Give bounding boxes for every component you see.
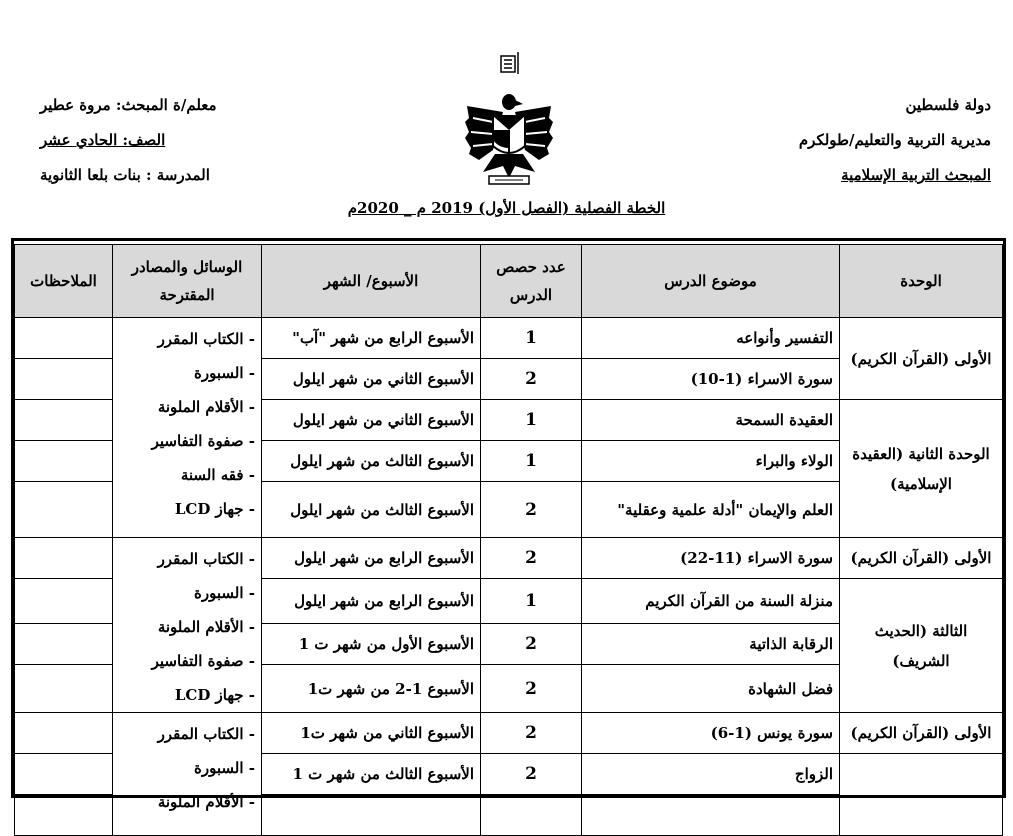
week-cell: الأسبوع الرابع من شهر "آب" xyxy=(262,318,481,359)
week-cell: الأسبوع الأول من شهر ت 1 xyxy=(262,624,481,665)
means-item: - السبورة xyxy=(194,584,255,602)
topic-cell: فضل الشهادة xyxy=(582,665,840,713)
column-header-means: الوسائل والمصادر المقترحة xyxy=(113,245,262,318)
notes-cell xyxy=(15,713,113,754)
count-cell: 1 xyxy=(481,579,582,624)
week-cell: الأسبوع الثالث من شهر ت 1 xyxy=(262,754,481,795)
topic-cell: الولاء والبراء xyxy=(582,441,840,482)
means-item: - صفوة التفاسير xyxy=(151,652,255,670)
count-cell: 1 xyxy=(481,318,582,359)
notes-cell xyxy=(15,665,113,713)
plan-title: الخطة الفصلية (الفصل الأول) 2019 م _ 2020م xyxy=(347,199,666,217)
notes-cell xyxy=(15,482,113,538)
school-name: المدرسة : بنات بلعا الثانوية xyxy=(40,166,210,184)
means-item: - الأقلام الملونة xyxy=(157,398,255,416)
count-cell xyxy=(481,795,582,836)
means-item: - الأقلام الملونة xyxy=(157,793,255,811)
count-cell: 2 xyxy=(481,359,582,400)
state-name: دولة فلسطين xyxy=(905,96,991,114)
notes-cell xyxy=(15,359,113,400)
unit-cell: الأولى (القرآن الكريم) xyxy=(840,318,1003,400)
column-header-notes: الملاحظات xyxy=(15,245,113,318)
count-cell: 1 xyxy=(481,441,582,482)
unit-cell xyxy=(840,754,1003,836)
week-cell: الأسبوع 1-2 من شهر ت1 xyxy=(262,665,481,713)
count-cell: 2 xyxy=(481,754,582,795)
column-header-week: الأسبوع/ الشهر xyxy=(262,245,481,318)
count-cell: 2 xyxy=(481,713,582,754)
means-item: - الأقلام الملونة xyxy=(157,618,255,636)
unit-cell: الأولى (القرآن الكريم) xyxy=(840,538,1003,579)
count-cell: 1 xyxy=(481,400,582,441)
topic-cell: العلم والإيمان "أدلة علمية وعقلية" xyxy=(582,482,840,538)
week-cell: الأسبوع الثاني من شهر ايلول xyxy=(262,400,481,441)
notes-cell xyxy=(15,795,113,836)
means-item: - جهاز LCD xyxy=(174,500,255,518)
week-cell: الأسبوع الثاني من شهر ايلول xyxy=(262,359,481,400)
column-header-unit: الوحدة xyxy=(840,245,1003,318)
table-row xyxy=(15,538,1003,579)
table-header-row xyxy=(15,245,1003,318)
directorate-name: مديرية التربية والتعليم/طولكرم xyxy=(798,131,991,149)
means-item: - الكتاب المقرر xyxy=(157,550,255,568)
unit-cell: الأولى (القرآن الكريم) xyxy=(840,713,1003,754)
notes-cell xyxy=(15,441,113,482)
notes-cell xyxy=(15,318,113,359)
unit-cell: الثالثة (الحديث الشريف) xyxy=(840,579,1003,713)
topic-cell: الزواج xyxy=(582,754,840,795)
topic-cell: التفسير وأنواعه xyxy=(582,318,840,359)
topic-cell: منزلة السنة من القرآن الكريم xyxy=(582,579,840,624)
unit-cell: الوحدة الثانية (العقيدة الإسلامية) xyxy=(840,400,1003,538)
subject-name: المبحث التربية الإسلامية xyxy=(841,166,991,184)
means-item: - السبورة xyxy=(194,364,255,382)
week-cell xyxy=(262,795,481,836)
palestine-eagle-emblem-icon xyxy=(463,88,555,188)
means-item: - صفوة التفاسير xyxy=(151,432,255,450)
count-cell: 2 xyxy=(481,624,582,665)
document-mark-icon xyxy=(497,50,521,76)
notes-cell xyxy=(15,538,113,579)
plan-table xyxy=(11,238,1006,811)
means-item: - السبورة xyxy=(194,759,255,777)
topic-cell: العقيدة السمحة xyxy=(582,400,840,441)
topic-cell: الرقابة الذاتية xyxy=(582,624,840,665)
week-cell: الأسبوع الثاني من شهر ت1 xyxy=(262,713,481,754)
means-item: - جهاز LCD xyxy=(174,686,255,704)
week-cell: الأسبوع الرابع من شهر ايلول xyxy=(262,538,481,579)
column-header-count: عدد حصص الدرس xyxy=(481,245,582,318)
topic-cell xyxy=(582,795,840,836)
topic-cell: سورة الاسراء (1-10) xyxy=(582,359,840,400)
column-header-topic: موضوع الدرس xyxy=(582,245,840,318)
notes-cell xyxy=(15,400,113,441)
count-cell: 2 xyxy=(481,482,582,538)
means-item: - الكتاب المقرر xyxy=(157,725,255,743)
table-row xyxy=(15,318,1003,359)
teacher-name: معلم/ة المبحث: مروة عطير xyxy=(40,96,217,114)
topic-cell: سورة الاسراء (11-22) xyxy=(582,538,840,579)
notes-cell xyxy=(15,754,113,795)
notes-cell xyxy=(15,579,113,624)
grade-name: الصف: الحادي عشر xyxy=(40,131,166,149)
topic-cell: سورة يونس (1-6) xyxy=(582,713,840,754)
means-cell xyxy=(113,538,262,713)
means-item: - الكتاب المقرر xyxy=(157,330,255,348)
means-cell xyxy=(113,318,262,538)
means-item: - فقه السنة xyxy=(180,466,255,484)
week-cell: الأسبوع الثالث من شهر ايلول xyxy=(262,441,481,482)
means-cell xyxy=(113,713,262,836)
count-cell: 2 xyxy=(481,538,582,579)
count-cell: 2 xyxy=(481,665,582,713)
table-row xyxy=(15,713,1003,754)
week-cell: الأسبوع الرابع من شهر ايلول xyxy=(262,579,481,624)
week-cell: الأسبوع الثالث من شهر ايلول xyxy=(262,482,481,538)
notes-cell xyxy=(15,624,113,665)
